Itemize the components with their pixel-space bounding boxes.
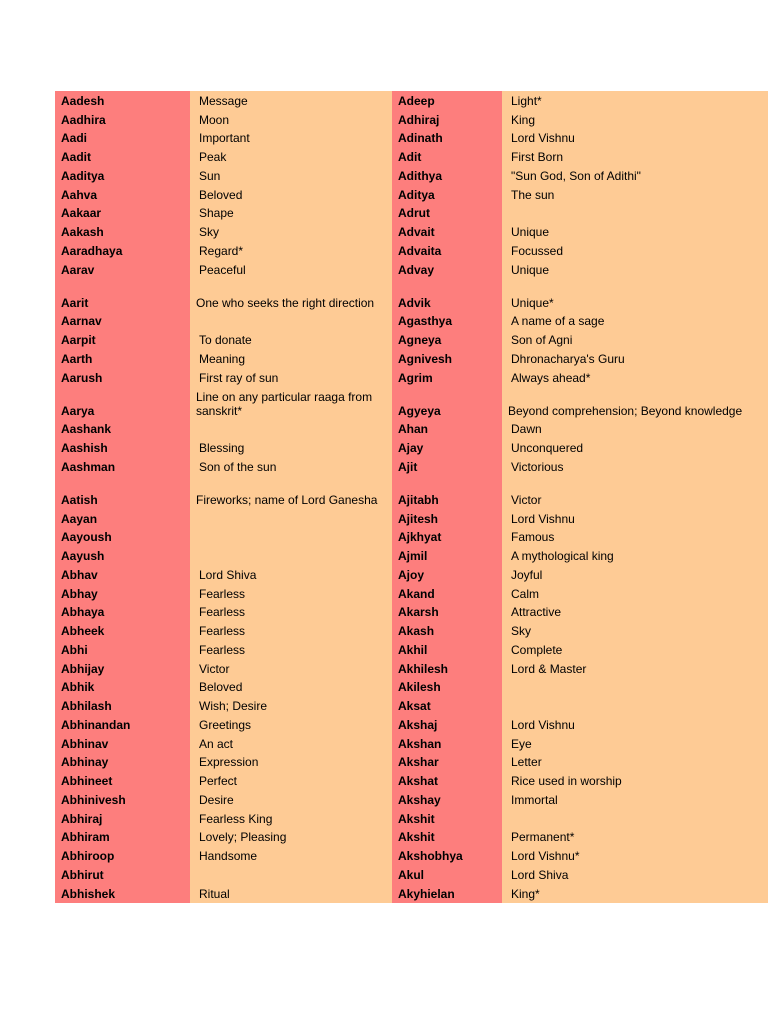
boy-name-cell: Ajit: [392, 457, 502, 476]
boy-name-cell: Aarth: [55, 349, 190, 368]
boy-name-cell: Abhiram: [55, 828, 190, 847]
table-row: [55, 696, 768, 715]
meaning-cell: Eye: [502, 734, 768, 753]
table-row: [55, 678, 768, 697]
meaning-cell: Fearless King: [190, 809, 392, 828]
table-row: [55, 809, 768, 828]
meaning-cell: [190, 528, 392, 547]
meaning-cell: Attractive: [502, 603, 768, 622]
boy-name-cell: Abhi: [55, 640, 190, 659]
boy-name-cell: Aahva: [55, 185, 190, 204]
meaning-cell: Sun: [190, 166, 392, 185]
meaning-cell: Rice used in worship: [502, 771, 768, 790]
meaning-cell: Lord & Master: [502, 659, 768, 678]
meaning-cell: [502, 809, 768, 828]
boy-name-cell: Akand: [392, 584, 502, 603]
meaning-cell: Sky: [190, 222, 392, 241]
boy-name-cell: Adrut: [392, 204, 502, 223]
boy-name-cell: Aaradhaya: [55, 241, 190, 260]
table-row: [55, 185, 768, 204]
table-row: [55, 110, 768, 129]
table-row: [55, 476, 768, 509]
table-row: [55, 884, 768, 903]
boy-name-cell: Abhinay: [55, 753, 190, 772]
meaning-cell: [502, 204, 768, 223]
table-row: [55, 715, 768, 734]
meaning-cell: Fearless: [190, 621, 392, 640]
meaning-cell: The sun: [502, 185, 768, 204]
boy-name-cell: Akshat: [392, 771, 502, 790]
boy-name-cell: Aaditya: [55, 166, 190, 185]
meaning-cell: Sky: [502, 621, 768, 640]
meaning-cell: Meaning: [190, 349, 392, 368]
meaning-cell: Lord Vishnu: [502, 129, 768, 148]
boy-name-cell: Advay: [392, 260, 502, 279]
table-row: [55, 241, 768, 260]
table-row: [55, 204, 768, 223]
meaning-cell: Unique: [502, 222, 768, 241]
meaning-cell: Calm: [502, 584, 768, 603]
meaning-cell: [190, 865, 392, 884]
meaning-cell: Beloved: [190, 678, 392, 697]
meaning-cell: Expression: [190, 753, 392, 772]
names-table-body: [55, 91, 768, 903]
boy-name-cell: Aadit: [55, 147, 190, 166]
meaning-cell: A mythological king: [502, 546, 768, 565]
meaning-cell: Focussed: [502, 241, 768, 260]
boy-name-cell: Ajitabh: [392, 476, 502, 509]
meaning-cell: Beyond comprehension; Beyond knowledge: [502, 387, 768, 420]
boy-name-cell: Aayoush: [55, 528, 190, 547]
boy-name-cell: Aadi: [55, 129, 190, 148]
meaning-cell: First ray of sun: [190, 368, 392, 387]
boy-name-cell: Agnivesh: [392, 349, 502, 368]
boy-name-cell: Ajoy: [392, 565, 502, 584]
boy-name-cell: Aashman: [55, 457, 190, 476]
boy-name-cell: Aayan: [55, 509, 190, 528]
boy-name-cell: Aarpit: [55, 330, 190, 349]
table-row: [55, 129, 768, 148]
meaning-cell: Shape: [190, 204, 392, 223]
meaning-cell: Fearless: [190, 603, 392, 622]
boy-name-cell: Aadhira: [55, 110, 190, 129]
meaning-cell: Victor: [190, 659, 392, 678]
meaning-cell: Immortal: [502, 790, 768, 809]
meaning-cell: Light*: [502, 91, 768, 110]
meaning-cell: Line on any particular raaga from sanskrit*: [190, 387, 392, 420]
meaning-cell: Greetings: [190, 715, 392, 734]
boy-name-cell: Akhil: [392, 640, 502, 659]
table-row: [55, 565, 768, 584]
boy-name-cell: Abhik: [55, 678, 190, 697]
boy-name-cell: Advik: [392, 279, 502, 312]
table-row: [55, 640, 768, 659]
meaning-cell: Perfect: [190, 771, 392, 790]
boy-name-cell: Aarya: [55, 387, 190, 420]
boy-name-cell: Abhiraj: [55, 809, 190, 828]
boy-name-cell: Abhilash: [55, 696, 190, 715]
boy-name-cell: Akshay: [392, 790, 502, 809]
meaning-cell: King: [502, 110, 768, 129]
boy-name-cell: Aarav: [55, 260, 190, 279]
meaning-cell: Lord Shiva: [502, 865, 768, 884]
boy-name-cell: Aatish: [55, 476, 190, 509]
boy-name-cell: Abhav: [55, 565, 190, 584]
boy-name-cell: Agyeya: [392, 387, 502, 420]
meaning-cell: Important: [190, 129, 392, 148]
table-row: [55, 420, 768, 439]
meaning-cell: Ritual: [190, 884, 392, 903]
table-row: [55, 166, 768, 185]
table-row: [55, 509, 768, 528]
table-row: [55, 330, 768, 349]
boy-name-cell: Abhirut: [55, 865, 190, 884]
meaning-cell: Fearless: [190, 640, 392, 659]
table-row: [55, 349, 768, 368]
boy-name-cell: Akul: [392, 865, 502, 884]
meaning-cell: [502, 678, 768, 697]
table-row: [55, 528, 768, 547]
boy-name-cell: Agrim: [392, 368, 502, 387]
boy-name-cell: Adit: [392, 147, 502, 166]
meaning-cell: Fireworks; name of Lord Ganesha: [190, 476, 392, 509]
boy-name-cell: Aashank: [55, 420, 190, 439]
meaning-cell: Lord Shiva: [190, 565, 392, 584]
meaning-cell: Unique*: [502, 279, 768, 312]
table-row: [55, 546, 768, 565]
boy-name-cell: Adinath: [392, 129, 502, 148]
meaning-cell: Lord Vishnu: [502, 715, 768, 734]
meaning-cell: Joyful: [502, 565, 768, 584]
meaning-cell: Peak: [190, 147, 392, 166]
table-row: [55, 846, 768, 865]
boy-name-cell: Aadesh: [55, 91, 190, 110]
boy-name-cell: Aksat: [392, 696, 502, 715]
meaning-cell: Unique: [502, 260, 768, 279]
table-row: [55, 91, 768, 110]
meaning-cell: Peaceful: [190, 260, 392, 279]
boy-name-cell: Abhinandan: [55, 715, 190, 734]
boy-name-cell: Akshar: [392, 753, 502, 772]
table-row: [55, 659, 768, 678]
table-row: [55, 457, 768, 476]
meaning-cell: One who seeks the right direction: [190, 279, 392, 312]
table-row: [55, 828, 768, 847]
boy-name-cell: Akshan: [392, 734, 502, 753]
boy-name-cell: Adhiraj: [392, 110, 502, 129]
boy-name-cell: Abhishek: [55, 884, 190, 903]
boy-name-cell: Abheek: [55, 621, 190, 640]
table-row: [55, 734, 768, 753]
meaning-cell: [190, 312, 392, 331]
boy-name-cell: Ajitesh: [392, 509, 502, 528]
boy-name-cell: Abhiroop: [55, 846, 190, 865]
meaning-cell: Message: [190, 91, 392, 110]
boy-name-cell: Abhay: [55, 584, 190, 603]
table-row: [55, 790, 768, 809]
boy-name-cell: Aashish: [55, 438, 190, 457]
boy-name-cell: Adeep: [392, 91, 502, 110]
meaning-cell: Famous: [502, 528, 768, 547]
meaning-cell: "Sun God, Son of Adithi": [502, 166, 768, 185]
boy-name-cell: Abhineet: [55, 771, 190, 790]
table-row: [55, 584, 768, 603]
meaning-cell: [190, 509, 392, 528]
boy-name-cell: Akyhielan: [392, 884, 502, 903]
meaning-cell: Moon: [190, 110, 392, 129]
boy-name-cell: Aarush: [55, 368, 190, 387]
boy-name-cell: Akilesh: [392, 678, 502, 697]
boy-name-cell: Adithya: [392, 166, 502, 185]
meaning-cell: Son of the sun: [190, 457, 392, 476]
table-row: [55, 147, 768, 166]
names-table: [55, 91, 768, 903]
meaning-cell: Desire: [190, 790, 392, 809]
boy-name-cell: Ajkhyat: [392, 528, 502, 547]
meaning-cell: Unconquered: [502, 438, 768, 457]
boy-name-cell: Akarsh: [392, 603, 502, 622]
meaning-cell: An act: [190, 734, 392, 753]
boy-name-cell: Akash: [392, 621, 502, 640]
meaning-cell: A name of a sage: [502, 312, 768, 331]
meaning-cell: Blessing: [190, 438, 392, 457]
table-row: [55, 222, 768, 241]
meaning-cell: [190, 420, 392, 439]
meaning-cell: First Born: [502, 147, 768, 166]
meaning-cell: Lord Vishnu*: [502, 846, 768, 865]
boy-name-cell: Aayush: [55, 546, 190, 565]
meaning-cell: Victor: [502, 476, 768, 509]
boy-name-cell: Akshaj: [392, 715, 502, 734]
meaning-cell: Victorious: [502, 457, 768, 476]
table-row: [55, 771, 768, 790]
boy-name-cell: Aakash: [55, 222, 190, 241]
table-row: [55, 438, 768, 457]
meaning-cell: Complete: [502, 640, 768, 659]
meaning-cell: King*: [502, 884, 768, 903]
boy-name-cell: Akshit: [392, 828, 502, 847]
meaning-cell: Dawn: [502, 420, 768, 439]
boy-name-cell: Ahan: [392, 420, 502, 439]
table-row: [55, 621, 768, 640]
meaning-cell: Beloved: [190, 185, 392, 204]
boy-name-cell: Abhinivesh: [55, 790, 190, 809]
table-row: [55, 603, 768, 622]
meaning-cell: Lord Vishnu: [502, 509, 768, 528]
boy-name-cell: Akhilesh: [392, 659, 502, 678]
meaning-cell: Lovely; Pleasing: [190, 828, 392, 847]
table-row: [55, 368, 768, 387]
meaning-cell: To donate: [190, 330, 392, 349]
boy-name-cell: Abhinav: [55, 734, 190, 753]
meaning-cell: Letter: [502, 753, 768, 772]
meaning-cell: Son of Agni: [502, 330, 768, 349]
meaning-cell: Always ahead*: [502, 368, 768, 387]
table-row: [55, 260, 768, 279]
table-row: [55, 753, 768, 772]
boy-name-cell: Abhaya: [55, 603, 190, 622]
meaning-cell: Handsome: [190, 846, 392, 865]
meaning-cell: Permanent*: [502, 828, 768, 847]
boy-name-cell: Akshit: [392, 809, 502, 828]
meaning-cell: [502, 696, 768, 715]
boy-name-cell: Abhijay: [55, 659, 190, 678]
boy-name-cell: Agasthya: [392, 312, 502, 331]
meaning-cell: [190, 546, 392, 565]
table-row: [55, 312, 768, 331]
boy-name-cell: Aakaar: [55, 204, 190, 223]
boy-name-cell: Aarnav: [55, 312, 190, 331]
boy-name-cell: Akshobhya: [392, 846, 502, 865]
boy-name-cell: Agneya: [392, 330, 502, 349]
meaning-cell: Fearless: [190, 584, 392, 603]
table-row: [55, 279, 768, 312]
boy-name-cell: Advait: [392, 222, 502, 241]
boy-name-cell: Aarit: [55, 279, 190, 312]
table-row: [55, 387, 768, 420]
meaning-cell: Dhronacharya's Guru: [502, 349, 768, 368]
boy-name-cell: Advaita: [392, 241, 502, 260]
table-row: [55, 865, 768, 884]
meaning-cell: Regard*: [190, 241, 392, 260]
meaning-cell: Wish; Desire: [190, 696, 392, 715]
boy-name-cell: Ajay: [392, 438, 502, 457]
boy-name-cell: Ajmil: [392, 546, 502, 565]
boy-name-cell: Aditya: [392, 185, 502, 204]
